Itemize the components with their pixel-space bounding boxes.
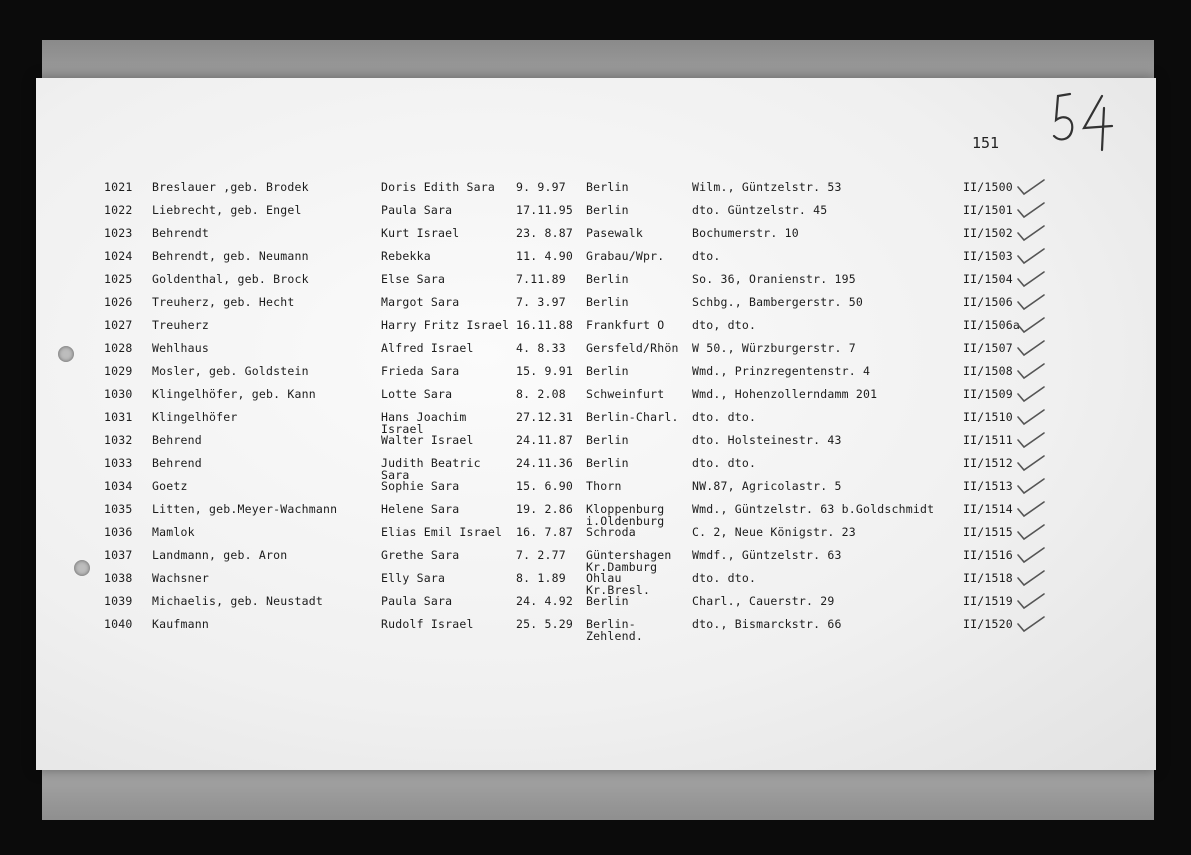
cell-num: 1032 <box>104 433 133 447</box>
check-mark-icon <box>1014 499 1050 519</box>
cell-num: 1021 <box>104 180 133 194</box>
cell-place: Berlin <box>586 295 629 309</box>
cell-place: Berlin <box>586 594 629 608</box>
cell-place: Berlin-Zehlend. <box>586 617 643 643</box>
cell-surname: Breslauer ,geb. Brodek <box>152 180 309 194</box>
check-mark-icon <box>1014 591 1050 611</box>
check-mark-icon <box>1014 476 1050 496</box>
cell-surname: Behrend <box>152 456 202 470</box>
cell-birth: 7.11.89 <box>516 272 566 286</box>
cell-birth: 7. 3.97 <box>516 295 566 309</box>
cell-surname: Behrendt, geb. Neumann <box>152 249 309 263</box>
cell-given: Sophie Sara <box>381 479 460 493</box>
cell-place: Güntershagen Kr.Damburg <box>586 548 672 574</box>
cell-place: Frankfurt O <box>586 318 665 332</box>
cell-surname: Litten, geb.Meyer-Wachmann <box>152 502 338 516</box>
cell-given: Harry Fritz Israel <box>381 318 510 332</box>
cell-place: Berlin <box>586 456 629 470</box>
cell-ref: II/1509 <box>963 387 1013 401</box>
check-mark-icon <box>1014 200 1050 220</box>
cell-surname: Wachsner <box>152 571 209 585</box>
cell-ref: II/1520 <box>963 617 1013 631</box>
check-mark-icon <box>1014 614 1050 634</box>
cell-birth: 8. 2.08 <box>516 387 566 401</box>
cell-num: 1028 <box>104 341 133 355</box>
cell-given: Else Sara <box>381 272 446 286</box>
cell-address: NW.87, Agricolastr. 5 <box>692 479 842 493</box>
cell-birth: 15. 9.91 <box>516 364 573 378</box>
handwritten-folio-number <box>1050 86 1130 156</box>
cell-given: Paula Sara <box>381 203 453 217</box>
cell-address: Charl., Cauerstr. 29 <box>692 594 835 608</box>
cell-num: 1030 <box>104 387 133 401</box>
cell-surname: Goetz <box>152 479 188 493</box>
cell-ref: II/1502 <box>963 226 1013 240</box>
check-mark-icon <box>1014 430 1050 450</box>
cell-place: Schweinfurt <box>586 387 665 401</box>
cell-place: Berlin <box>586 433 629 447</box>
cell-birth: 24. 4.92 <box>516 594 573 608</box>
cell-num: 1025 <box>104 272 133 286</box>
cell-birth: 11. 4.90 <box>516 249 573 263</box>
cell-birth: 16. 7.87 <box>516 525 573 539</box>
check-mark-icon <box>1014 545 1050 565</box>
cell-num: 1033 <box>104 456 133 470</box>
cell-ref: II/1512 <box>963 456 1013 470</box>
cell-address: dto. dto. <box>692 456 757 470</box>
cell-ref: II/1518 <box>963 571 1013 585</box>
cell-ref: II/1504 <box>963 272 1013 286</box>
cell-num: 1035 <box>104 502 133 516</box>
cell-place: Kloppenburg i.Oldenburg <box>586 502 665 528</box>
cell-ref: II/1516 <box>963 548 1013 562</box>
cell-given: Elly Sara <box>381 571 446 585</box>
cell-ref: II/1510 <box>963 410 1013 424</box>
cell-address: Wmdf., Güntzelstr. 63 <box>692 548 842 562</box>
cell-given: Margot Sara <box>381 295 460 309</box>
cell-num: 1037 <box>104 548 133 562</box>
check-mark-icon <box>1014 246 1050 266</box>
cell-birth: 4. 8.33 <box>516 341 566 355</box>
check-mark-icon <box>1014 361 1050 381</box>
cell-address: Wmd., Güntzelstr. 63 b.Goldschmidt <box>692 502 935 516</box>
cell-ref: II/1515 <box>963 525 1013 539</box>
cell-ref: II/1501 <box>963 203 1013 217</box>
cell-ref: II/1511 <box>963 433 1013 447</box>
cell-birth: 27.12.31 <box>516 410 573 424</box>
cell-given: Rebekka <box>381 249 431 263</box>
cell-birth: 7. 2.77 <box>516 548 566 562</box>
cell-address: Wmd., Hohenzollerndamm 201 <box>692 387 878 401</box>
cell-place: Berlin <box>586 364 629 378</box>
cell-given: Paula Sara <box>381 594 453 608</box>
cell-address: So. 36, Oranienstr. 195 <box>692 272 856 286</box>
cell-address: dto., Bismarckstr. 66 <box>692 617 842 631</box>
cell-num: 1026 <box>104 295 133 309</box>
punch-hole-icon <box>74 560 90 576</box>
cell-given: Frieda Sara <box>381 364 460 378</box>
cell-num: 1029 <box>104 364 133 378</box>
cell-address: dto. <box>692 249 721 263</box>
cell-birth: 19. 2.86 <box>516 502 573 516</box>
cell-place: Berlin <box>586 180 629 194</box>
cell-num: 1031 <box>104 410 133 424</box>
cell-given: Alfred Israel <box>381 341 474 355</box>
cell-ref: II/1506 <box>963 295 1013 309</box>
cell-ref: II/1507 <box>963 341 1013 355</box>
cell-surname: Treuherz <box>152 318 209 332</box>
cell-num: 1039 <box>104 594 133 608</box>
cell-place: Thorn <box>586 479 622 493</box>
check-mark-icon <box>1014 315 1050 335</box>
check-mark-icon <box>1014 522 1050 542</box>
cell-given: Doris Edith Sara <box>381 180 495 194</box>
cell-ref: II/1519 <box>963 594 1013 608</box>
cell-given: Helene Sara <box>381 502 460 516</box>
cell-given: Grethe Sara <box>381 548 460 562</box>
cell-surname: Goldenthal, geb. Brock <box>152 272 309 286</box>
cell-birth: 15. 6.90 <box>516 479 573 493</box>
page-number: 151 <box>972 134 1000 152</box>
cell-num: 1038 <box>104 571 133 585</box>
check-mark-icon <box>1014 292 1050 312</box>
cell-surname: Klingelhöfer, geb. Kann <box>152 387 316 401</box>
cell-place: Grabau/Wpr. <box>586 249 665 263</box>
cell-place: Berlin <box>586 203 629 217</box>
cell-birth: 25. 5.29 <box>516 617 573 631</box>
cell-address: dto, dto. <box>692 318 757 332</box>
cell-address: dto. Holsteinestr. 43 <box>692 433 842 447</box>
cell-given: Walter Israel <box>381 433 474 447</box>
cell-given: Judith Beatric Sara <box>381 456 481 482</box>
cell-surname: Kaufmann <box>152 617 209 631</box>
check-mark-icon <box>1014 177 1050 197</box>
cell-place: Gersfeld/Rhön <box>586 341 679 355</box>
check-mark-icon <box>1014 338 1050 358</box>
cell-address: C. 2, Neue Königstr. 23 <box>692 525 856 539</box>
punch-hole-icon <box>58 346 74 362</box>
cell-num: 1023 <box>104 226 133 240</box>
check-mark-icon <box>1014 407 1050 427</box>
cell-address: Bochumerstr. 10 <box>692 226 799 240</box>
cell-surname: Klingelhöfer <box>152 410 238 424</box>
cell-birth: 24.11.87 <box>516 433 573 447</box>
cell-birth: 16.11.88 <box>516 318 573 332</box>
cell-num: 1022 <box>104 203 133 217</box>
cell-ref: II/1500 <box>963 180 1013 194</box>
cell-address: Wmd., Prinzregentenstr. 4 <box>692 364 871 378</box>
cell-surname: Landmann, geb. Aron <box>152 548 288 562</box>
cell-birth: 24.11.36 <box>516 456 573 470</box>
cell-given: Elias Emil Israel <box>381 525 503 539</box>
check-mark-icon <box>1014 223 1050 243</box>
cell-surname: Liebrecht, geb. Engel <box>152 203 302 217</box>
cell-surname: Mosler, geb. Goldstein <box>152 364 309 378</box>
cell-surname: Treuherz, geb. Hecht <box>152 295 295 309</box>
cell-birth: 17.11.95 <box>516 203 573 217</box>
cell-birth: 23. 8.87 <box>516 226 573 240</box>
check-mark-icon <box>1014 269 1050 289</box>
cell-ref: II/1508 <box>963 364 1013 378</box>
cell-surname: Mamlok <box>152 525 195 539</box>
cell-num: 1024 <box>104 249 133 263</box>
cell-place: Berlin <box>586 272 629 286</box>
cell-given: Hans Joachim Israel <box>381 410 467 436</box>
check-mark-icon <box>1014 453 1050 473</box>
cell-ref: II/1513 <box>963 479 1013 493</box>
cell-address: Schbg., Bambergerstr. 50 <box>692 295 863 309</box>
cell-given: Kurt Israel <box>381 226 460 240</box>
cell-ref: II/1514 <box>963 502 1013 516</box>
cell-given: Rudolf Israel <box>381 617 474 631</box>
cell-address: W 50., Würzburgerstr. 7 <box>692 341 856 355</box>
cell-num: 1040 <box>104 617 133 631</box>
cell-place: Berlin-Charl. <box>586 410 679 424</box>
backing-sheet-bottom <box>42 770 1154 820</box>
cell-ref: II/1506a <box>963 318 1020 332</box>
cell-surname: Behrendt <box>152 226 209 240</box>
cell-address: dto. Güntzelstr. 45 <box>692 203 828 217</box>
cell-given: Lotte Sara <box>381 387 453 401</box>
cell-num: 1027 <box>104 318 133 332</box>
cell-birth: 8. 1.89 <box>516 571 566 585</box>
check-mark-icon <box>1014 384 1050 404</box>
check-mark-icon <box>1014 568 1050 588</box>
cell-ref: II/1503 <box>963 249 1013 263</box>
cell-place: Schroda <box>586 525 636 539</box>
cell-surname: Behrend <box>152 433 202 447</box>
cell-num: 1034 <box>104 479 133 493</box>
cell-place: Ohlau Kr.Bresl. <box>586 571 651 597</box>
cell-surname: Michaelis, geb. Neustadt <box>152 594 323 608</box>
cell-place: Pasewalk <box>586 226 643 240</box>
cell-address: Wilm., Güntzelstr. 53 <box>692 180 842 194</box>
cell-surname: Wehlhaus <box>152 341 209 355</box>
cell-address: dto. dto. <box>692 571 757 585</box>
cell-address: dto. dto. <box>692 410 757 424</box>
cell-num: 1036 <box>104 525 133 539</box>
cell-birth: 9. 9.97 <box>516 180 566 194</box>
